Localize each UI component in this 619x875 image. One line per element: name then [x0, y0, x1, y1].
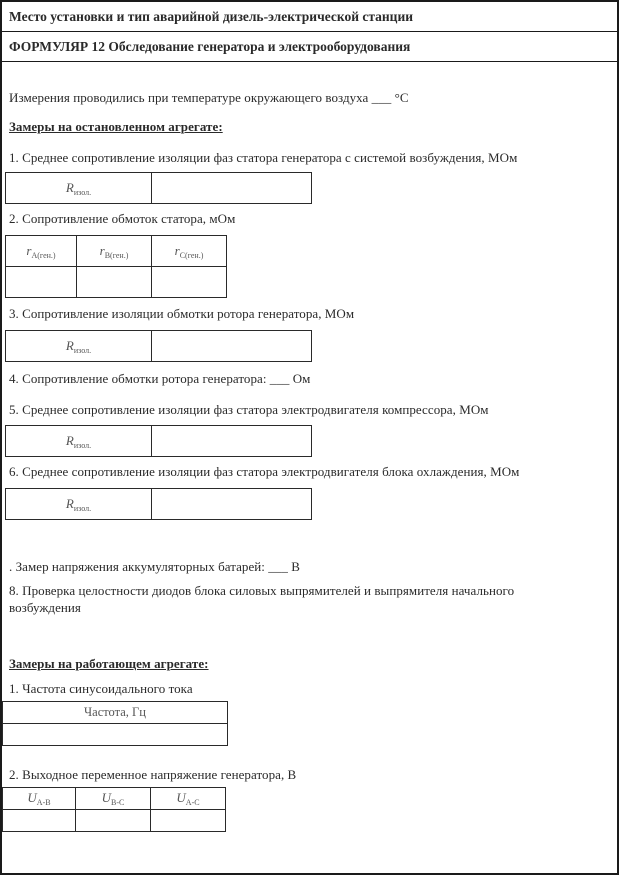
frequency-value[interactable] [3, 724, 228, 746]
cooling-insulation-table [5, 488, 312, 520]
uab-header: $U_{A-B}$ [3, 788, 76, 810]
item-rotor-insulation: 3. Сопротивление изоляции обмотки ротора генератора, МОм [9, 306, 355, 321]
uab-value[interactable] [3, 810, 76, 832]
frequency-header: Частота, Гц [3, 702, 228, 724]
r-label-cell [6, 173, 152, 204]
item-diodes-line2: возбуждения [9, 600, 81, 615]
r-label-cell: $R_{изол.}$ [6, 331, 152, 362]
rotor-insulation-table [5, 330, 312, 362]
rb-value[interactable] [77, 267, 152, 298]
uac-value[interactable] [151, 810, 226, 832]
ubc-value[interactable] [76, 810, 151, 832]
uac-header: $U_{A-C}$ [151, 788, 226, 810]
r-subscript: изол. [73, 187, 92, 197]
item-rotor-resistance: 4. Сопротивление обмотки ротора генератора: ___ Ом [9, 371, 311, 386]
item-compressor-insulation: 5. Среднее сопротивление изоляции фаз статора электродвигателя компрессора, МОм [9, 402, 489, 417]
stator-windings-table [5, 235, 227, 298]
ra-header: $r_{A(ген.)}$ [6, 236, 77, 267]
r-value-cell[interactable] [152, 331, 312, 362]
form-title: ФОРМУЛЯР 12 Обследование генератора и электрооборудования [9, 39, 411, 54]
station-title-row [2, 2, 617, 32]
r-value-cell[interactable] [152, 426, 312, 457]
r-value-cell[interactable] [152, 173, 312, 204]
stator-insulation-table [5, 172, 312, 204]
rc-value[interactable] [152, 267, 227, 298]
item-battery-voltage: . Замер напряжения аккумуляторных батарей: ___ В [9, 559, 300, 574]
item-stator-insulation: 1. Среднее сопротивление изоляции фаз статора генератора с системой возбуждения, МОм [9, 150, 518, 165]
form-title-row [2, 32, 617, 62]
item-diodes-line1: 8. Проверка целостности диодов блока силовых выпрямителей и выпрямителя начального [9, 583, 515, 598]
item-cooling-insulation: 6. Среднее сопротивление изоляции фаз статора электродвигателя блока охлаждения, МОм [9, 464, 520, 479]
item-output-voltage: 2. Выходное переменное напряжение генератора, В [9, 767, 297, 782]
r-label-cell: $R_{изол.}$ [6, 489, 152, 520]
voltage-table [2, 787, 226, 832]
ubc-header: $U_{B-C}$ [76, 788, 151, 810]
compressor-insulation-table [5, 425, 312, 457]
item-frequency: 1. Частота синусоидального тока [9, 681, 193, 696]
item-stator-windings: 2. Сопротивление обмоток статора, мОм [9, 211, 236, 226]
temperature-line: Измерения проводились при температуре окружающего воздуха ___ °С [9, 90, 409, 105]
running-heading: Замеры на работающем агрегате: [9, 656, 209, 671]
rb-header: $r_{B(ген.)}$ [77, 236, 152, 267]
ra-value[interactable] [6, 267, 77, 298]
r-value-cell[interactable] [152, 489, 312, 520]
r-symbol: R [65, 179, 74, 195]
r-label-cell: $R_{изол.}$ [6, 426, 152, 457]
rc-header: $r_{C(ген.)}$ [152, 236, 227, 267]
stopped-heading: Замеры на остановленном агрегате: [9, 119, 223, 134]
frequency-table [2, 701, 228, 746]
station-title: Место установки и тип аварийной дизель-электрической станции [9, 9, 413, 24]
